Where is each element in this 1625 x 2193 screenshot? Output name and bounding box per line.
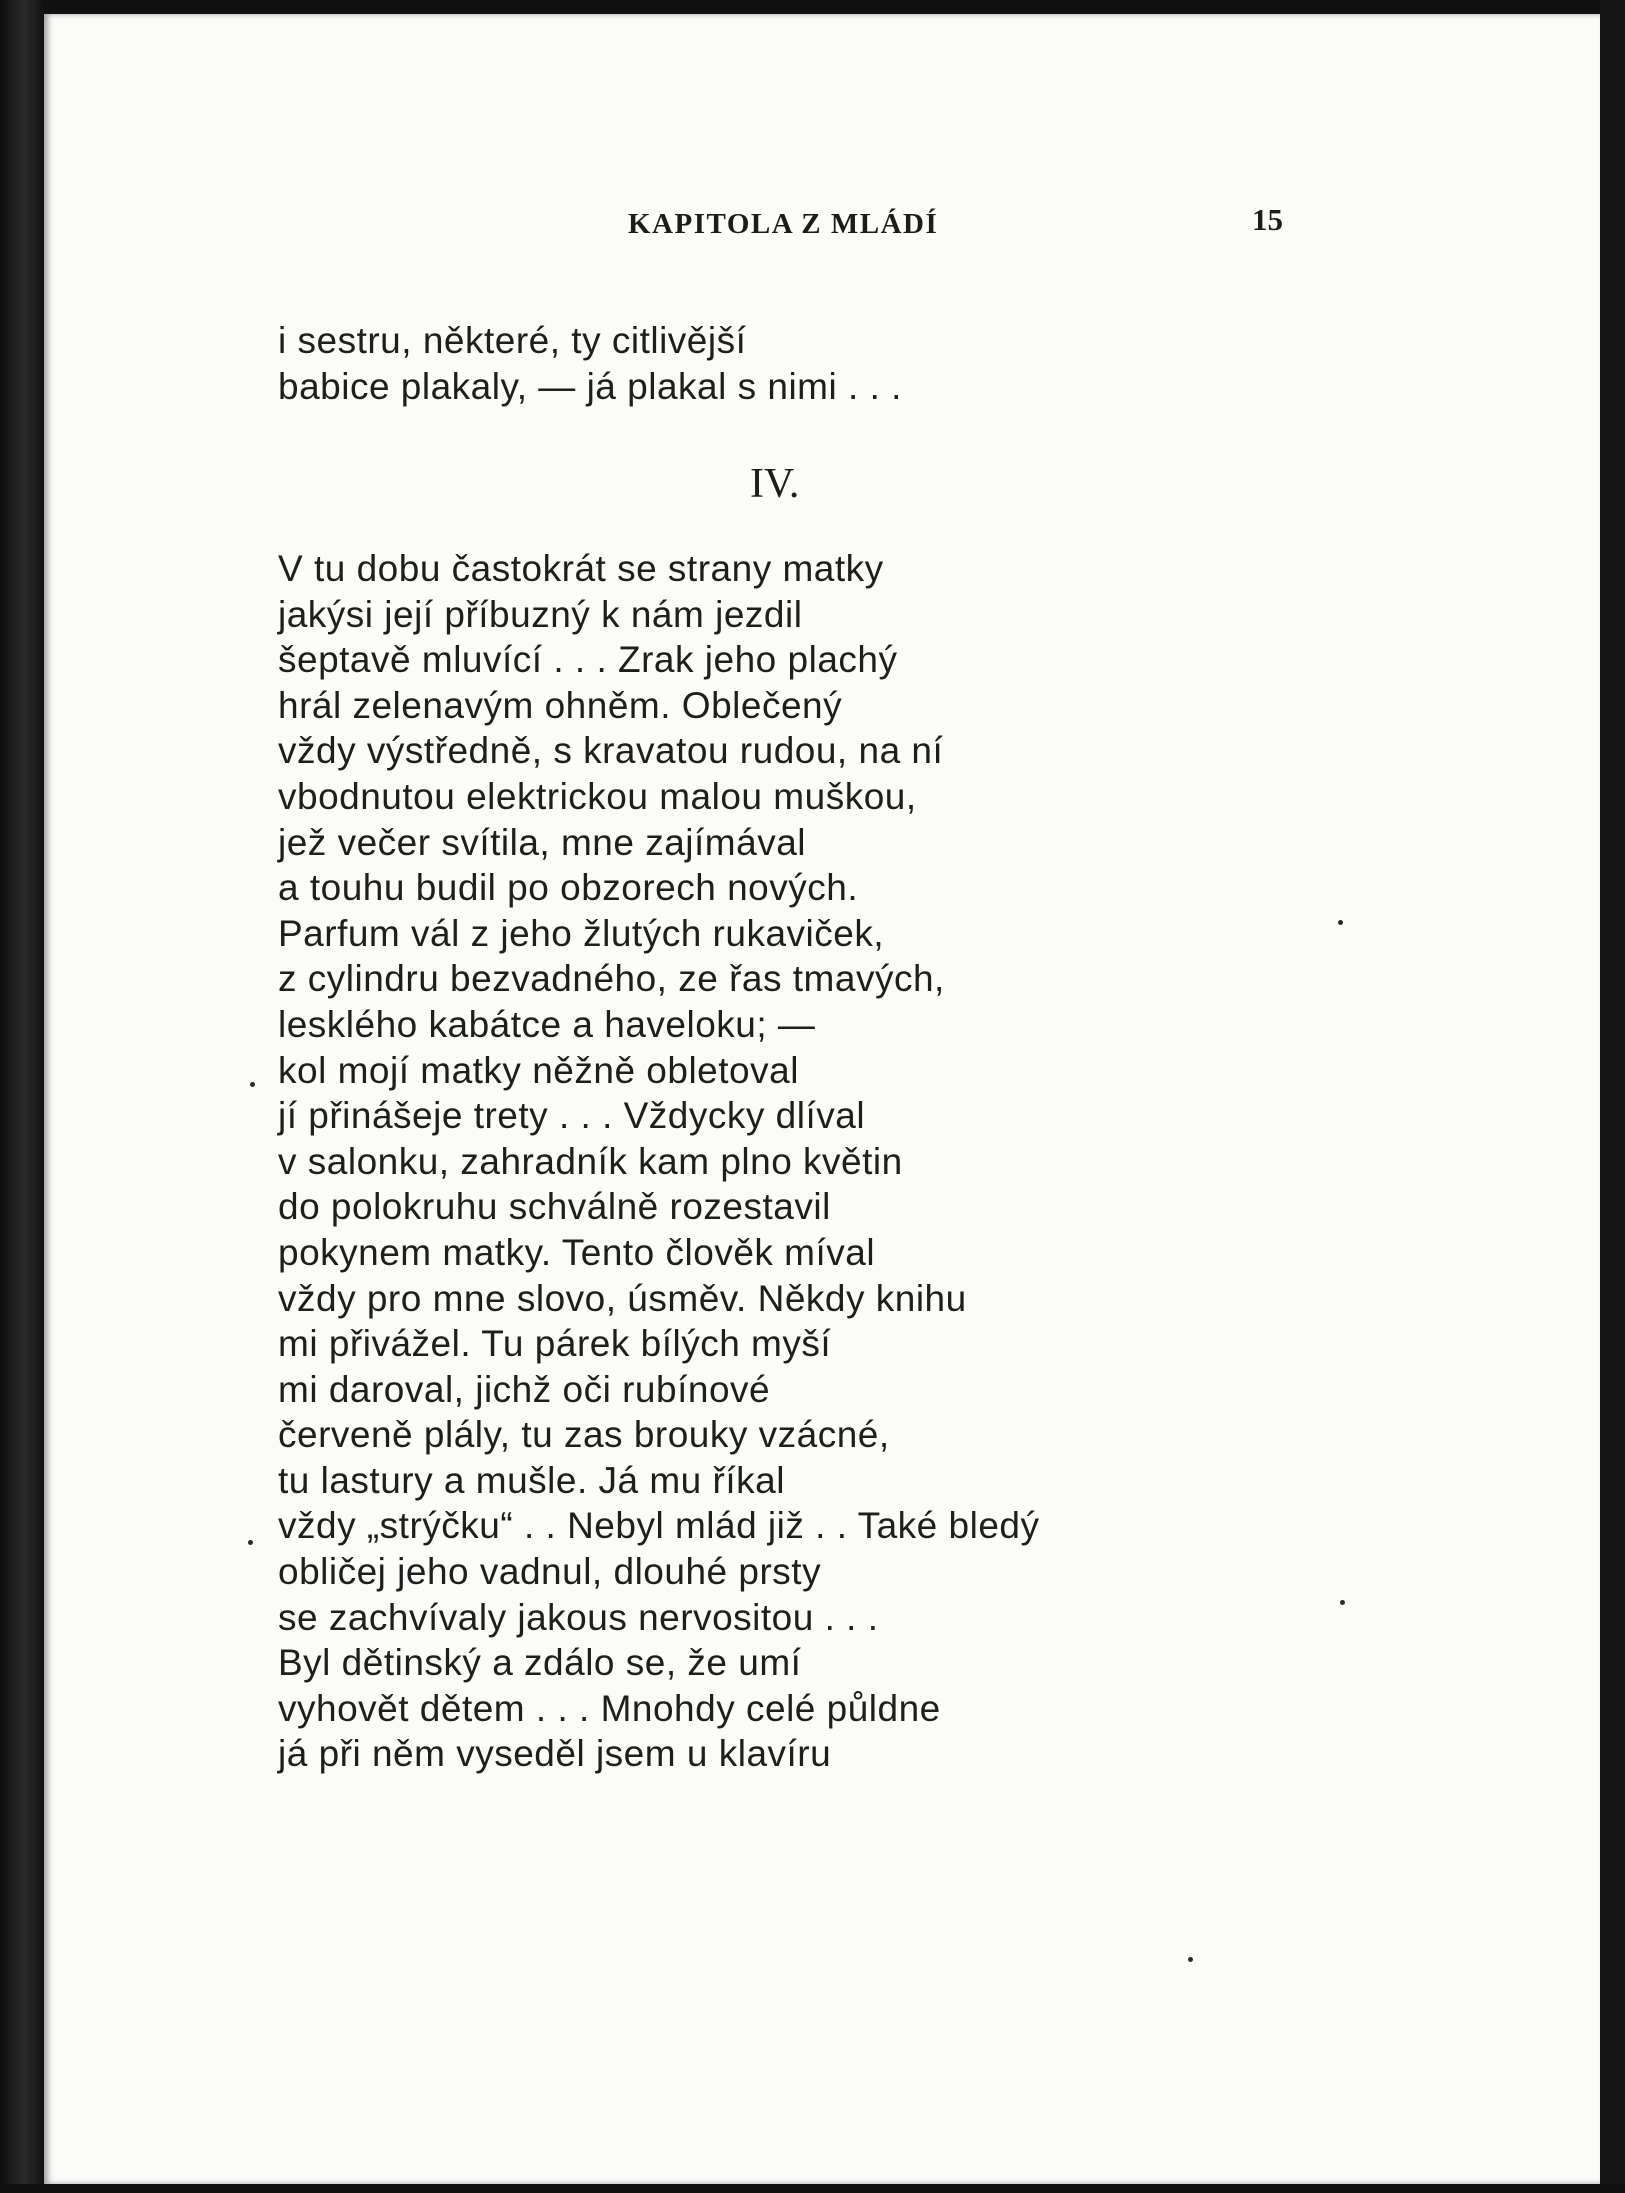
verse-line: vyhovět dětem . . . Mnohdy celé půldne: [278, 1687, 941, 1729]
section-numeral: IV.: [750, 461, 800, 507]
verse-line: jež večer svítila, mne zajímával: [278, 821, 807, 863]
verse-line: jakýsi její příbuzný k nám jezdil: [278, 593, 803, 635]
ink-speck: [250, 1082, 255, 1087]
scan-top-border: [0, 0, 1625, 14]
verse-line: šeptavě mluvící . . . Zrak jeho plachý: [278, 639, 898, 681]
verse-line: lesklého kabátce a haveloku; —: [278, 1003, 816, 1045]
verse-line: vždy „strýčku“ . . Nebyl mlád již . . Také bledý: [278, 1505, 1040, 1547]
verse-line: V tu dobu častokrát se strany matky: [278, 548, 884, 589]
verse-line: červeně plály, tu zas brouky vzácné,: [278, 1414, 890, 1456]
verse-line: kol mojí matky něžně obletoval: [278, 1049, 799, 1091]
scan-left-border: [0, 0, 44, 2193]
verse-line: a touhu budil po obzorech nových.: [278, 867, 859, 909]
verse-line: já při něm vyseděl jsem u klavíru: [278, 1733, 832, 1775]
stanza-one: [278, 318, 902, 409]
verse-line: se zachvívaly jakous nervositou . . .: [278, 1596, 879, 1638]
verse-line: vždy pro mne slovo, úsměv. Někdy knihu: [278, 1277, 967, 1319]
ink-speck: [248, 1540, 253, 1545]
verse-line: z cylindru bezvadného, ze řas tmavých,: [278, 958, 945, 1000]
scan-right-border: [1600, 0, 1625, 2193]
verse-line: vždy výstředně, s kravatou rudou, na ní: [278, 730, 944, 772]
verse-line: hrál zelenavým ohněm. Oblečený: [278, 684, 843, 726]
scan-bottom-border: [0, 2184, 1625, 2193]
ink-speck: [1188, 1957, 1193, 1962]
verse-line: obličej jeho vadnul, dlouhé prsty: [278, 1551, 822, 1593]
verse-line: do polokruhu schválně rozestavil: [278, 1186, 831, 1228]
verse-line: Byl dětinský a zdálo se, že umí: [278, 1642, 802, 1684]
verse-line: Parfum vál z jeho žlutých rukaviček,: [278, 912, 885, 954]
verse-line: mi daroval, jichž oči rubínové: [278, 1368, 771, 1410]
ink-speck: [1338, 920, 1343, 925]
verse-line: vbodnutou elektrickou malou muškou,: [278, 775, 917, 817]
verse-line: mi přivážel. Tu párek bílých myší: [278, 1323, 832, 1365]
verse-line: pokynem matky. Tento člověk míval: [278, 1231, 876, 1273]
ink-speck: [1340, 1600, 1345, 1605]
stanza-two: [278, 546, 1040, 1777]
verse-line: i sestru, některé, ty citlivější: [278, 320, 747, 361]
running-head: KAPITOLA Z MLÁDÍ: [628, 208, 939, 240]
verse-line: babice plakaly, — já plakal s nimi . . .: [278, 365, 902, 407]
verse-line: jí přinášeje trety . . . Vždycky dlíval: [278, 1095, 866, 1137]
verse-line: v salonku, zahradník kam plno květin: [278, 1140, 903, 1182]
verse-line: tu lastury a mušle. Já mu říkal: [278, 1459, 785, 1501]
page-number: 15: [1252, 202, 1283, 237]
